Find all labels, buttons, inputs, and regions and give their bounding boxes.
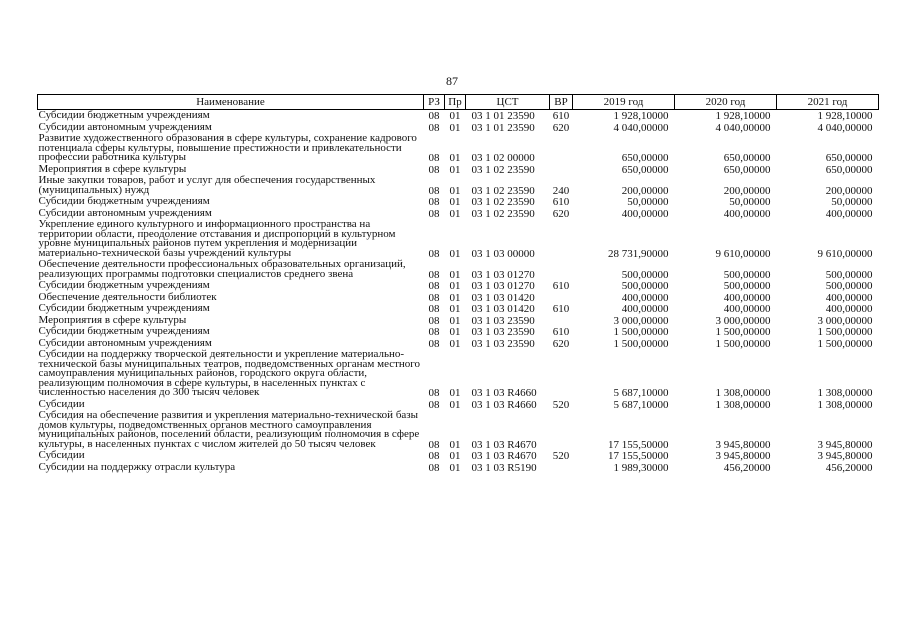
cell-vr: 520 xyxy=(552,450,570,462)
cell-name: Субсидии xyxy=(38,449,85,461)
cell-name: Укрепление единого культурного и информационного пространства на территории области, преодоление отставания и диспропорций в культурном уровне муниципальных районов путем укрепления и модернизации материально-технической базы учреждений культуры xyxy=(38,218,396,259)
cell-rz: 08 xyxy=(428,461,440,474)
cell-2019: 3 000,00000 xyxy=(613,314,669,327)
cell-cst: 03 1 02 23590 xyxy=(471,196,535,208)
cell-2019: 1 928,10000 xyxy=(613,110,669,122)
cell-2021: 650,00000 xyxy=(825,163,873,176)
table-row xyxy=(38,110,879,122)
cell-name: Субсидии на поддержку отрасли культура xyxy=(38,460,236,473)
cell-2021: 456,20000 xyxy=(825,461,873,474)
cell-vr xyxy=(550,349,573,399)
cell-pr: 01 xyxy=(449,398,461,411)
cell-2019: 400,00000 xyxy=(621,207,669,220)
cell-vr: 520 xyxy=(552,398,570,411)
cell-2021: 1 928,10000 xyxy=(817,110,873,122)
cell-name: Субсидии бюджетным учреждениям xyxy=(38,195,210,207)
cell-2020: 3 945,80000 xyxy=(715,438,771,451)
cell-2019: 650,00000 xyxy=(621,163,669,176)
cell-2019: 4 040,00000 xyxy=(613,121,669,134)
cell-rz: 08 xyxy=(428,450,440,462)
cell-name: Обеспечение деятельности профессиональных образовательных организаций, реализующих программы подготовки специалистов среднего звена xyxy=(38,258,406,280)
cell-2021: 400,00000 xyxy=(825,207,873,220)
cell-2021: 400,00000 xyxy=(825,303,873,315)
cell-pr: 01 xyxy=(449,184,461,197)
cell-rz: 08 xyxy=(428,438,440,451)
cell-2020: 500,00000 xyxy=(723,280,771,292)
cell-rz: 08 xyxy=(428,121,440,134)
cell-vr xyxy=(550,164,573,176)
cell-2021: 3 945,80000 xyxy=(817,438,873,451)
cell-cst: 03 1 03 R4670 xyxy=(471,450,537,462)
cell-name: Развитие художественного образования в сфере культуры, сохранение кадрового потенциала сферы культуры, повышение престижности и привлекательности профессии работника культуры xyxy=(38,132,417,163)
cell-cst: 03 1 02 00000 xyxy=(471,152,535,164)
cell-pr: 01 xyxy=(449,207,461,220)
cell-2021: 1 500,00000 xyxy=(817,326,873,338)
cell-rz: 08 xyxy=(428,184,440,197)
cell-2020: 50,00000 xyxy=(729,196,771,208)
cell-name: Обеспечение деятельности библиотек xyxy=(38,290,217,303)
cell-2021: 500,00000 xyxy=(825,280,873,292)
table-row xyxy=(38,133,879,164)
cell-rz: 08 xyxy=(428,110,440,122)
col-header-rz: РЗ xyxy=(424,95,445,110)
table-row xyxy=(38,280,879,292)
cell-cst: 03 1 03 R4670 xyxy=(471,438,537,451)
cell-2020: 4 040,00000 xyxy=(715,121,771,134)
cell-2020: 1 500,00000 xyxy=(715,337,771,350)
cell-vr xyxy=(550,462,573,474)
cell-2019: 500,00000 xyxy=(621,268,669,281)
cell-2021: 200,00000 xyxy=(825,184,873,197)
cell-2020: 1 928,10000 xyxy=(715,110,771,122)
cell-2021: 50,00000 xyxy=(831,196,873,208)
cell-vr xyxy=(550,259,573,280)
cell-2021: 500,00000 xyxy=(825,268,873,281)
col-header-pr: Пр xyxy=(445,95,466,110)
cell-2021: 9 610,00000 xyxy=(817,247,873,260)
col-header-2019: 2019 год xyxy=(573,95,675,110)
cell-cst: 03 1 01 23590 xyxy=(471,121,535,134)
cell-rz: 08 xyxy=(428,398,440,411)
cell-cst: 03 1 03 R5190 xyxy=(471,461,537,474)
page-number: 87 xyxy=(446,74,458,88)
cell-2020: 650,00000 xyxy=(723,163,771,176)
col-header-2020: 2020 год xyxy=(675,95,777,110)
cell-2021: 4 040,00000 xyxy=(817,121,873,134)
cell-vr: 610 xyxy=(552,303,570,315)
cell-rz: 08 xyxy=(428,387,440,399)
cell-rz: 08 xyxy=(428,337,440,350)
cell-2020: 200,00000 xyxy=(723,184,771,197)
cell-pr: 01 xyxy=(449,280,461,292)
cell-vr: 610 xyxy=(552,196,570,208)
cell-vr xyxy=(550,410,573,450)
table-row xyxy=(38,303,879,315)
cell-cst: 03 1 03 00000 xyxy=(471,247,535,260)
cell-cst: 03 1 02 23590 xyxy=(471,163,535,176)
cell-2019: 650,00000 xyxy=(621,152,669,164)
cell-2020: 1 308,00000 xyxy=(715,398,771,411)
cell-2021: 400,00000 xyxy=(825,291,873,304)
table-row xyxy=(38,462,879,474)
cell-cst: 03 1 03 23590 xyxy=(471,326,535,338)
table-row xyxy=(38,175,879,196)
cell-vr: 610 xyxy=(552,280,570,292)
cell-pr: 01 xyxy=(449,247,461,260)
cell-2019: 1 500,00000 xyxy=(613,326,669,338)
cell-2019: 17 155,50000 xyxy=(608,450,669,462)
cell-rz: 08 xyxy=(428,314,440,327)
cell-pr: 01 xyxy=(449,438,461,451)
cell-2019: 500,00000 xyxy=(621,280,669,292)
cell-name: Мероприятия в сфере культуры xyxy=(38,162,187,175)
cell-name: Субсидии бюджетным учреждениям xyxy=(38,302,210,314)
cell-rz: 08 xyxy=(428,207,440,220)
table-row xyxy=(38,349,879,399)
table-row xyxy=(38,326,879,338)
cell-2019: 1 500,00000 xyxy=(613,337,669,350)
cell-name: Субсидии бюджетным учреждениям xyxy=(38,325,210,337)
cell-2021: 650,00000 xyxy=(825,152,873,164)
cell-2020: 650,00000 xyxy=(723,152,771,164)
table-row xyxy=(38,196,879,208)
cell-name: Субсидии автономным учреждениям xyxy=(38,120,212,133)
cell-2019: 200,00000 xyxy=(621,184,669,197)
cell-pr: 01 xyxy=(449,121,461,134)
cell-pr: 01 xyxy=(449,337,461,350)
col-header-name: Наименование xyxy=(38,95,424,110)
cell-2019: 5 687,10000 xyxy=(613,398,669,411)
table-row xyxy=(38,450,879,462)
cell-pr: 01 xyxy=(449,152,461,164)
cell-cst: 03 1 03 R4660 xyxy=(471,387,537,399)
cell-vr: 610 xyxy=(552,326,570,338)
cell-name: Иные закупки товаров, работ и услуг для обеспечения государственных (муниципальных) нужд xyxy=(38,174,376,196)
cell-vr: 240 xyxy=(552,184,570,197)
cell-pr: 01 xyxy=(449,450,461,462)
cell-cst: 03 1 01 23590 xyxy=(471,110,535,122)
cell-cst: 03 1 03 R4660 xyxy=(471,398,537,411)
cell-2019: 50,00000 xyxy=(627,196,669,208)
cell-vr xyxy=(550,219,573,259)
cell-rz: 08 xyxy=(428,163,440,176)
cell-2019: 1 989,30000 xyxy=(613,461,669,474)
cell-cst: 03 1 02 23590 xyxy=(471,207,535,220)
cell-2020: 1 308,00000 xyxy=(715,387,771,399)
cell-vr xyxy=(550,315,573,327)
cell-rz: 08 xyxy=(428,152,440,164)
cell-2020: 456,20000 xyxy=(723,461,771,474)
cell-2021: 1 308,00000 xyxy=(817,387,873,399)
cell-cst: 03 1 03 01420 xyxy=(471,291,535,304)
cell-pr: 01 xyxy=(449,110,461,122)
cell-rz: 08 xyxy=(428,268,440,281)
cell-pr: 01 xyxy=(449,196,461,208)
cell-2020: 9 610,00000 xyxy=(715,247,771,260)
cell-pr: 01 xyxy=(449,314,461,327)
cell-2021: 3 945,80000 xyxy=(817,450,873,462)
cell-vr xyxy=(550,292,573,304)
cell-rz: 08 xyxy=(428,291,440,304)
cell-cst: 03 1 03 01270 xyxy=(471,268,535,281)
cell-cst: 03 1 02 23590 xyxy=(471,184,535,197)
cell-pr: 01 xyxy=(449,303,461,315)
cell-rz: 08 xyxy=(428,280,440,292)
cell-cst: 03 1 03 01270 xyxy=(471,280,535,292)
cell-2020: 400,00000 xyxy=(723,291,771,304)
cell-2019: 28 731,90000 xyxy=(608,247,669,260)
cell-cst: 03 1 03 01420 xyxy=(471,303,535,315)
table-row xyxy=(38,410,879,450)
cell-2021: 1 308,00000 xyxy=(817,398,873,411)
cell-vr: 620 xyxy=(552,337,570,350)
cell-2020: 500,00000 xyxy=(723,268,771,281)
cell-2021: 3 000,00000 xyxy=(817,314,873,327)
cell-pr: 01 xyxy=(449,326,461,338)
cell-2019: 400,00000 xyxy=(621,291,669,304)
cell-2020: 1 500,00000 xyxy=(715,326,771,338)
cell-name: Субсидии бюджетным учреждениям xyxy=(38,109,210,121)
cell-rz: 08 xyxy=(428,247,440,260)
cell-2020: 400,00000 xyxy=(723,207,771,220)
cell-name: Субсидии xyxy=(38,397,85,410)
cell-2021: 1 500,00000 xyxy=(817,337,873,350)
cell-pr: 01 xyxy=(449,163,461,176)
cell-name: Субсидии автономным учреждениям xyxy=(38,206,212,219)
cell-2020: 3 000,00000 xyxy=(715,314,771,327)
cell-name: Субсидии автономным учреждениям xyxy=(38,336,212,349)
cell-name: Субсидии на поддержку творческой деятельности и укрепление материально-технической базы муниципальных театров, подведомственных органам местного самоуправления муниципальных районов, городского округа области, реализующим полномочия в сфере культуры, в населенных пунктах с численностью населения до 300 тысяч человек xyxy=(38,348,421,398)
col-header-cst: ЦСТ xyxy=(466,95,550,110)
cell-pr: 01 xyxy=(449,387,461,399)
cell-2019: 17 155,50000 xyxy=(608,438,669,451)
cell-pr: 01 xyxy=(449,461,461,474)
cell-name: Мероприятия в сфере культуры xyxy=(38,313,187,326)
cell-rz: 08 xyxy=(428,303,440,315)
table-row xyxy=(38,259,879,280)
table-row xyxy=(38,219,879,259)
cell-name: Субсидия на обеспечение развития и укрепления материально-технической базы домов культуры, подведомственных органов местного самоуправления муниципальных районов, поселений области, реализующим полномочия в сфере культуры, в населенных пунктах с числом жителей до 50 тысяч человек xyxy=(38,409,420,450)
budget-table xyxy=(37,94,879,473)
cell-2020: 400,00000 xyxy=(723,303,771,315)
cell-pr: 01 xyxy=(449,291,461,304)
cell-name: Субсидии бюджетным учреждениям xyxy=(38,279,210,291)
cell-rz: 08 xyxy=(428,326,440,338)
table-header-row xyxy=(38,95,879,110)
cell-vr: 620 xyxy=(552,207,570,220)
col-header-2021: 2021 год xyxy=(777,95,879,110)
cell-cst: 03 1 03 23590 xyxy=(471,337,535,350)
cell-rz: 08 xyxy=(428,196,440,208)
cell-vr: 620 xyxy=(552,121,570,134)
cell-2019: 5 687,10000 xyxy=(613,387,669,399)
cell-2019: 400,00000 xyxy=(621,303,669,315)
cell-vr xyxy=(550,133,573,164)
cell-cst: 03 1 03 23590 xyxy=(471,314,535,327)
cell-vr: 610 xyxy=(552,110,570,122)
col-header-vr: ВР xyxy=(550,95,573,110)
cell-pr: 01 xyxy=(449,268,461,281)
cell-2020: 3 945,80000 xyxy=(715,450,771,462)
